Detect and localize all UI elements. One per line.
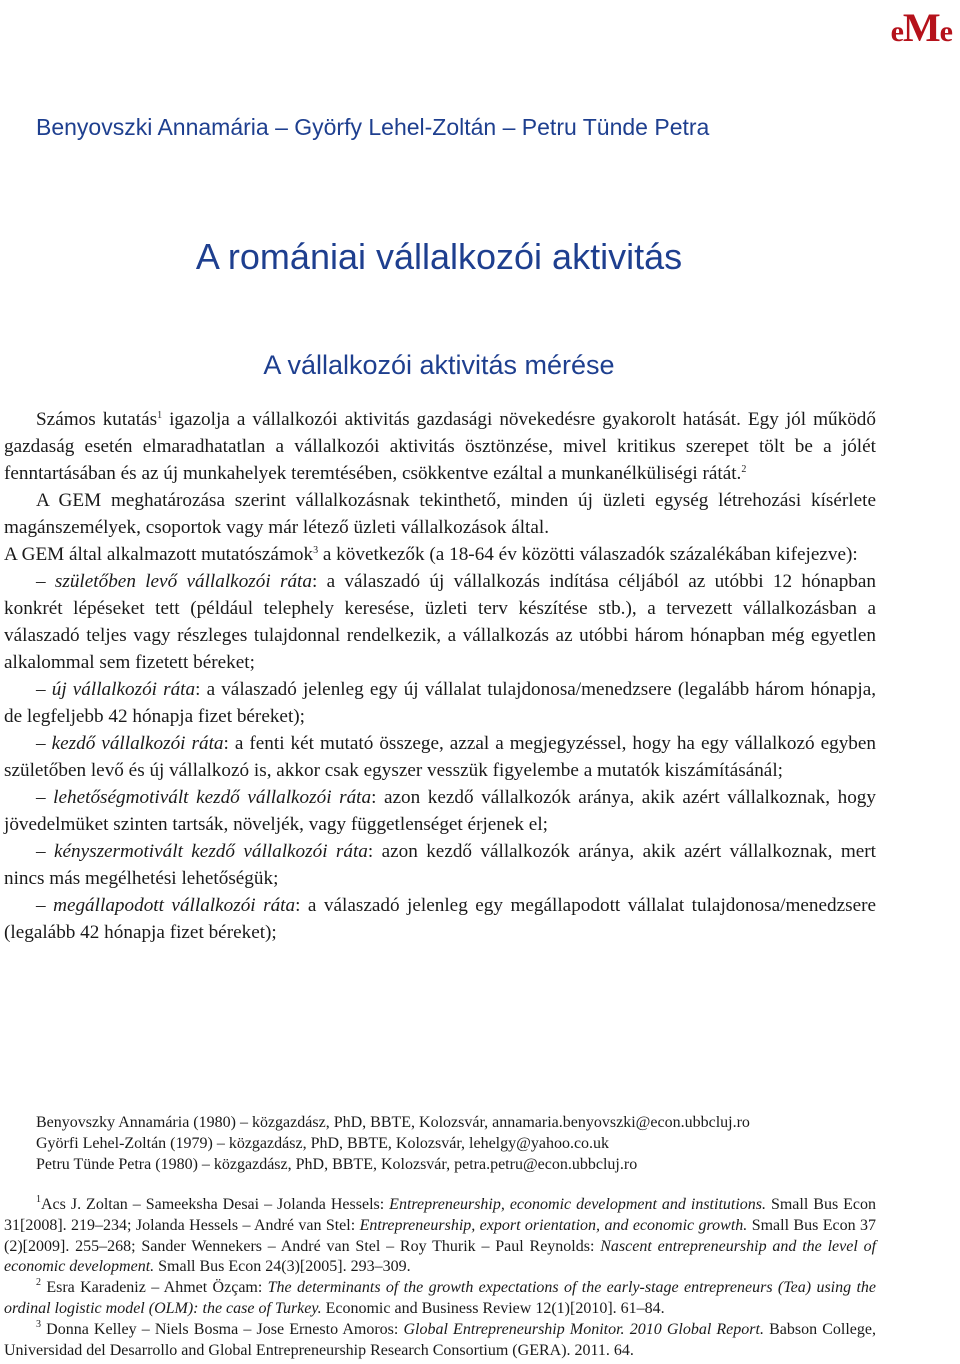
- logo-m: M: [902, 5, 940, 50]
- paragraph-1: Számos kutatás$^1$ igazolja a vállalkozói aktivitás gazdasági növekedésre gyakorolt hatását. Egy jól működő gazdaság esetén elmaradhatatlan a vállalkozói aktivitás ösztönzése, mivel kritikus szerepet tölt be a jólét fenntartásában és az új munkahelyek teremtésében, csökkentve ezáltal a munkanélküliségi rátát.$^2$: [4, 409, 876, 484]
- footnote-3: $^3$ Donna Kelley – Niels Bosma – Jose Ernesto Amoros: Global Entrepreneurship Monitor. 2010 Global Report. Babson College, Universidad del Desarrollo and Global Entrepreneurship Research Consortium (GERA). 2011. 64.: [4, 1318, 877, 1359]
- article-title: A romániai vállalkozói aktivitás: [195, 236, 683, 277]
- logo-e2: e: [939, 15, 952, 48]
- author-bio: Petru Tünde Petra (1980) – közgazdász, PhD, BBTE, Kolozsvár, petra.petru@econ.ubbcluj.ro: [36, 1156, 638, 1173]
- logo-e: e: [890, 15, 903, 48]
- list-item: – új vállalkozói ráta: a válaszadó jelenleg egy új vállalat tulajdonosa/menedzsere (legalább három hónapja, de legfeljebb 42 hónapja fizet béreket);: [4, 679, 877, 727]
- footnote-ref-1[interactable]: 1: [157, 410, 163, 421]
- author-bios: [36, 1112, 750, 1175]
- paragraph-2: A GEM meghatározása szerint vállalkozásnak tekinthető, minden új üzleti egység létrehozási kísérlete magánszemélyek, csoportok vagy már létező üzleti vállalkozások által.: [4, 490, 876, 538]
- footnote-ref-3[interactable]: 3: [313, 545, 319, 556]
- footnote-1: $^1$Acs J. Zoltan – Sameeksha Desai – Jolanda Hessels: Entrepreneurship, economic development and institutions. Small Bus Econ 31[2008]. 219–234; Jolanda Hessels – André van Stel: Entrepreneurship, export orientation, and economic growth. Small Bus Econ 37 (2)[2009]. 255–268; Sander Wennekers – André van Stel – Roy Thurik – Paul Reynolds: Nascent entrepreneurship and the level of economic development. Small Bus Econ 24(3)[2005]. 293–309.: [4, 1194, 877, 1276]
- author-bio: Benyovszky Annamária (1980) – közgazdász, PhD, BBTE, Kolozsvár, annamaria.benyovszki@econ.ubbcluj.ro: [36, 1114, 750, 1131]
- author-bio: Györfi Lehel-Zoltán (1979) – közgazdász, PhD, BBTE, Kolozsvár, lehelgy@yahoo.co.uk: [36, 1135, 610, 1152]
- section-title: A vállalkozói aktivitás mérése: [263, 350, 615, 380]
- list-item: – kezdő vállalkozói ráta: a fenti két mutató összege, azzal a megjegyzéssel, hogy ha egy vállalkozó egyben születőben levő és új vállalkozó is, akkor csak egyszer vesszük figyelembe a mutatók kiszámításánál;: [4, 733, 876, 781]
- list-item: – lehetőségmotivált kezdő vállalkozói ráta: azon kezdő vállalkozók aránya, akik azért vállalkoznak, hogy jövedelmüket szinten tartsák, növeljék, vagy függetlenséget érjenek el;: [4, 787, 876, 835]
- list-item: – kényszermotivált kezdő vállalkozói ráta: azon kezdő vállalkozók aránya, akik azért vállalkoznak, mert nincs más megélhetési lehetőségük;: [4, 841, 876, 889]
- footnote-ref-2[interactable]: 2: [741, 464, 747, 475]
- article-authors: Benyovszki Annamária – Györfy Lehel-Zoltán – Petru Tünde Petra: [36, 114, 710, 140]
- paragraph-3: A GEM által alkalmazott mutatószámok$^3$ a következők (a 18-64 év közötti válaszadók százalékában kifejezve):: [4, 544, 858, 565]
- list-item: – születőben levő vállalkozói ráta: a válaszadó új vállalkozás indítása céljából az utóbbi 12 hónapban konkrét lépéseket tett (például telephely keresése, üzleti terv készítése stb.), a tervezett vállalkozásban a válaszadó teljes vagy részleges tulajdonnal rendelkezik, a vállalkozás az utóbbi három hónapban még egyetlen alkalommal sem fizetett béreket;: [4, 571, 876, 673]
- footnotes: [4, 1195, 876, 1361]
- journal-logo: [891, 4, 952, 51]
- footnote-2: $^2$ Esra Karadeniz – Ahmet Özçam: The determinants of the growth expectations of the early-stage entrepreneurs (Tea) using the ordinal logistic model (OLM): the case of Turkey. Economic and Business Review 12(1)[2010]. 61–84.: [4, 1277, 877, 1317]
- list-item: – megállapodott vállalkozói ráta: a válaszadó jelenleg egy megállapodott vállalat tulajdonosa/menedzsere (legalább 42 hónapja fizet béreket);: [4, 895, 877, 943]
- article-body: [4, 406, 876, 946]
